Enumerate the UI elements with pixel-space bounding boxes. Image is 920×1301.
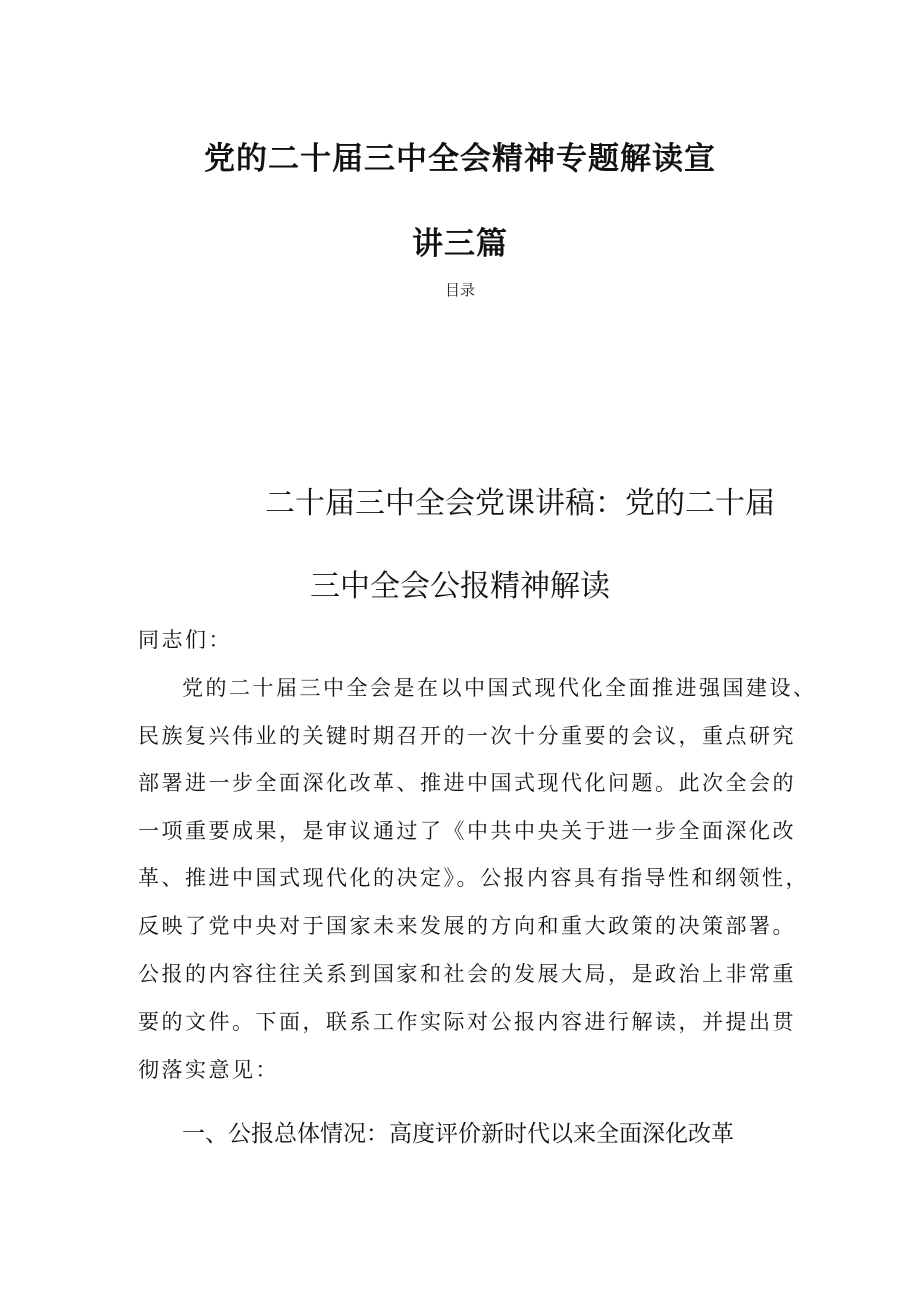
paragraph-line: 一项重要成果，是审议通过了《中共中央关于进一步全面深化改 [138, 819, 796, 843]
document-title-line-1: 党的二十届三中全会精神专题解读宣 [204, 141, 716, 177]
paragraph-line: 公报的内容往往关系到国家和社会的发展大局，是政治上非常重 [138, 962, 796, 986]
paragraph-line: 反映了党中央对于国家未来发展的方向和重大政策的决策部署。 [138, 914, 796, 938]
section-title-line-2: 三中全会公报精神解读 [310, 569, 610, 604]
paragraph-line: 革、推进中国式现代化的决定》。公报内容具有指导性和纲领性， [138, 866, 809, 890]
paragraph-line: 彻落实意见： [138, 1058, 279, 1082]
paragraph-line: 要的文件。下面，联系工作实际对公报内容进行解读，并提出贯 [138, 1010, 796, 1034]
document-title-line-2: 讲三篇 [412, 226, 508, 262]
table-of-contents-label: 目录 [444, 281, 475, 299]
paragraph-line: 民族复兴伟业的关键时期召开的一次十分重要的会议，重点研究 [138, 724, 796, 748]
paragraph-line: 党的二十届三中全会是在以中国式现代化全面推进强国建设、 [182, 676, 817, 700]
section-title-line-1: 二十届三中全会党课讲稿：党的二十届 [265, 486, 775, 521]
salutation: 同志们： [138, 628, 232, 652]
heading-level-1: 一、公报总体情况：高度评价新时代以来全面深化改革 [182, 1121, 734, 1147]
paragraph-line: 部署进一步全面深化改革、推进中国式现代化问题。此次全会的 [138, 771, 796, 795]
